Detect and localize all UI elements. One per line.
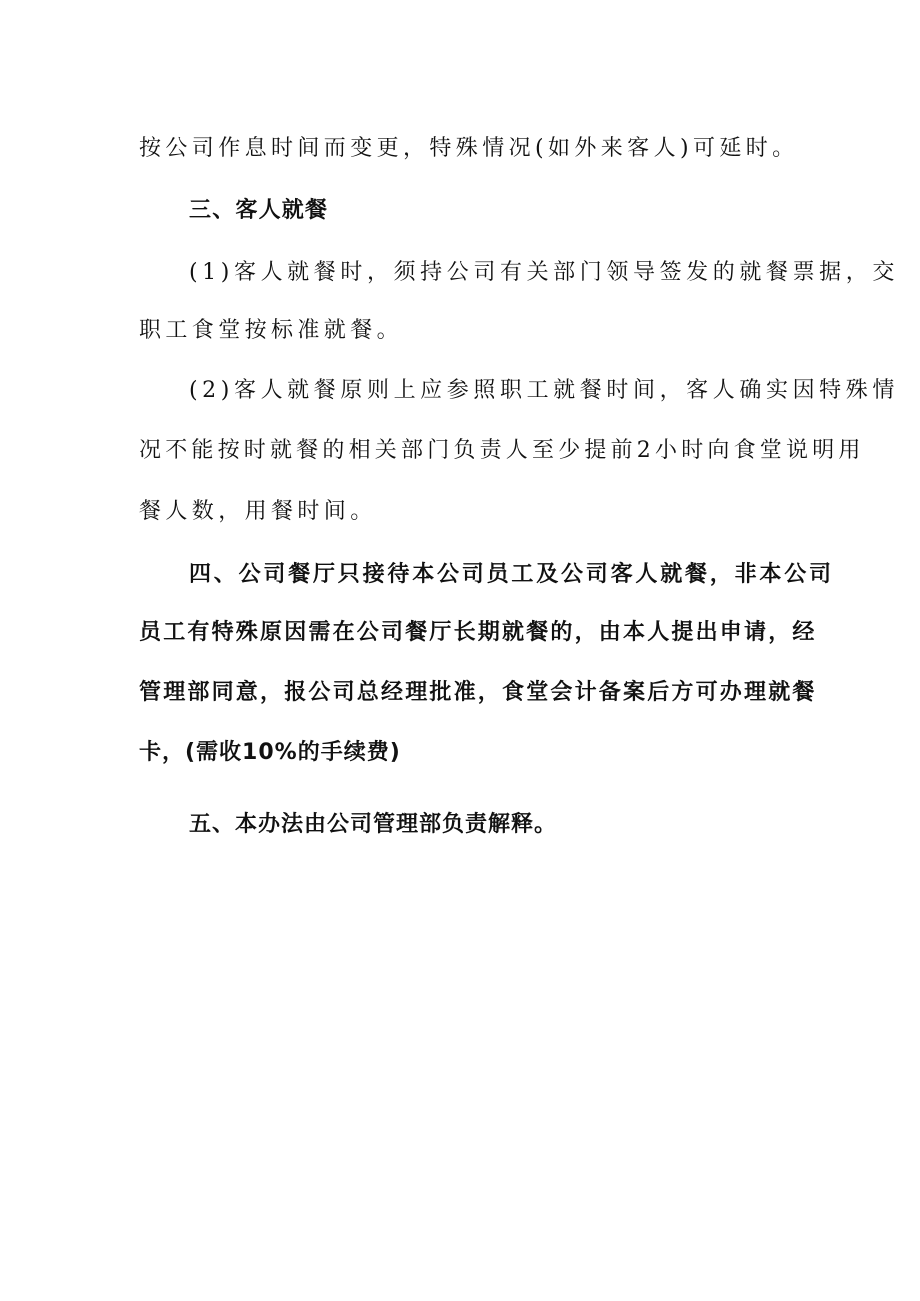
section-5-line-1: 五、本办法由公司管理部负责解释。 bbox=[189, 812, 558, 837]
section-4-line-1: 四、公司餐厅只接待本公司员工及公司客人就餐，非本公司 bbox=[189, 562, 834, 587]
section-3-item-1-line-2: 职工食堂按标准就餐。 bbox=[139, 318, 404, 343]
section-4-line-4: 卡，(需收10%的手续费) bbox=[139, 740, 401, 765]
section-4-line-3: 管理部同意，报公司总经理批准，食堂会计备案后方可办理就餐 bbox=[139, 680, 817, 705]
section-3-item-2-line-1: (2)客人就餐原则上应参照职工就餐时间，客人确实因特殊情 bbox=[189, 378, 899, 403]
section-3-item-1-line-1: (1)客人就餐时，须持公司有关部门领导签发的就餐票据，交 bbox=[189, 260, 899, 285]
section-3-item-2-line-2: 况不能按时就餐的相关部门负责人至少提前2小时向食堂说明用 bbox=[139, 438, 865, 463]
section-2-tail-text: 按公司作息时间而变更，特殊情况(如外来客人)可延时。 bbox=[139, 136, 799, 161]
section-3-item-2-line-3: 餐人数，用餐时间。 bbox=[139, 499, 377, 524]
section-4-line-2: 员工有特殊原因需在公司餐厅长期就餐的，由本人提出申请，经 bbox=[139, 620, 817, 645]
section-3-heading: 三、客人就餐 bbox=[189, 198, 329, 223]
